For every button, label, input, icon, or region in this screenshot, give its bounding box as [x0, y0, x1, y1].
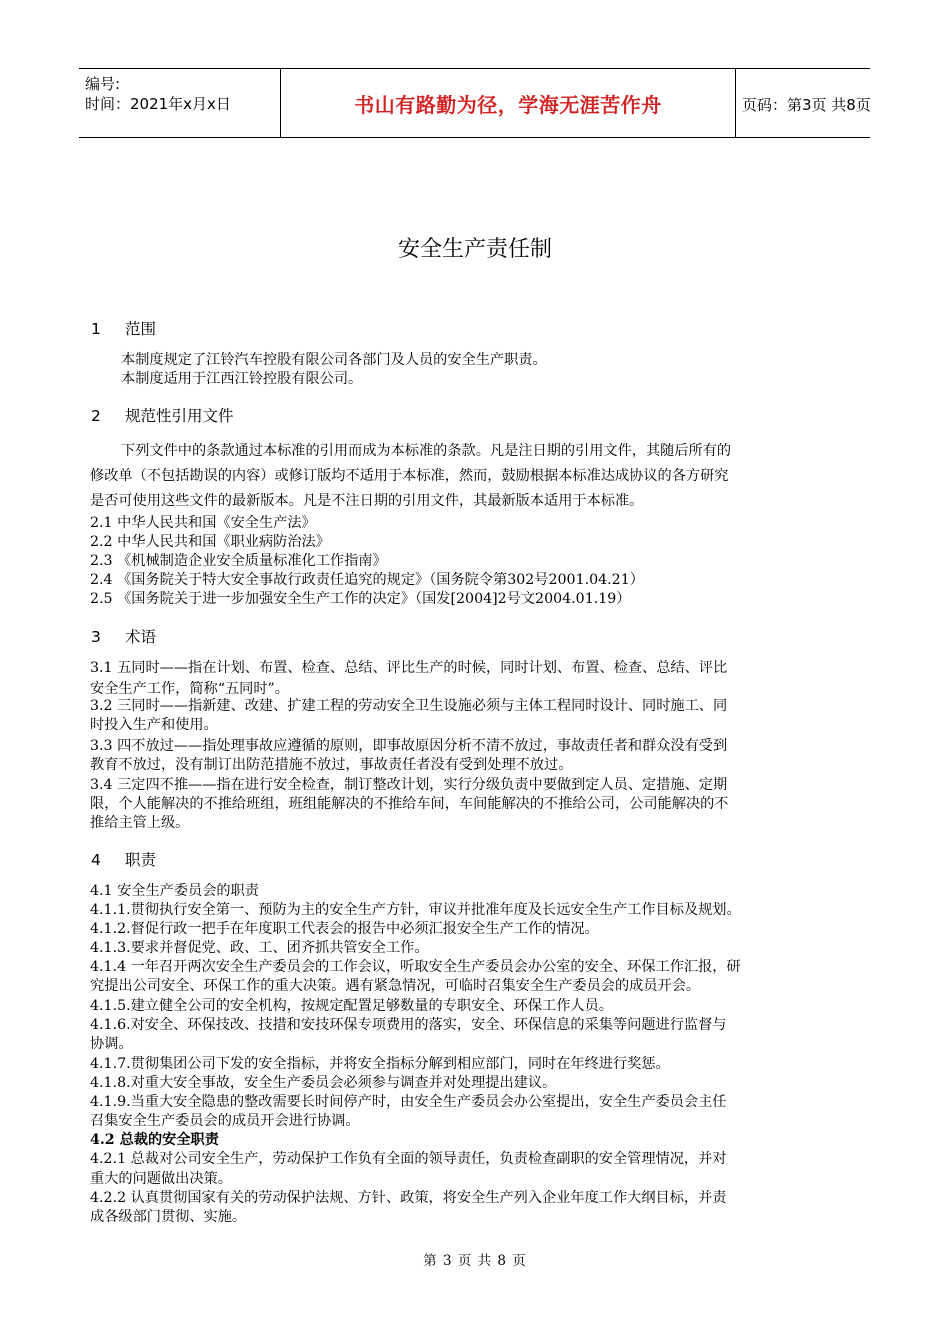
term-3-1-line-2: 安全生产工作，简称“五同时”。 — [90, 681, 289, 697]
clause-4-1-1: 4.1.1.贯彻执行安全第一、预防为主的安全生产方针，审议并批准年度及长远安全生产工作目标及规划。 — [90, 902, 741, 918]
reference-item-2-4: 2.4 《国务院关于特大安全事故行政责任追究的规定》（国务院令第302号2001.04.21） — [90, 572, 644, 588]
clause-4-1-3: 4.1.3.要求并督促党、政、工、团齐抓共管安全工作。 — [90, 940, 429, 956]
clause-4-1-6-line-1: 4.1.6.对安全、环保技改、技措和安技环保专项费用的落实，安全、环保信息的采集等问题进行监督与 — [90, 1017, 727, 1033]
clause-4-2-2-line-2: 成各级部门贯彻、实施。 — [90, 1209, 247, 1225]
clause-4-1-2: 4.1.2.督促行政一把手在年度职工代表会的报告中必须汇报安全生产工作的情况。 — [90, 921, 599, 937]
term-3-4-line-2: 限，个人能解决的不推给班组，班组能解决的不推给车间，车间能解决的不推给公司，公司能解决的不 — [90, 796, 729, 812]
reference-item-2-2: 2.2 中华人民共和国《职业病防治法》 — [90, 534, 330, 550]
clause-4-1-7: 4.1.7.贯彻集团公司下发的安全指标，并将安全指标分解到相应部门，同时在年终进行奖惩。 — [90, 1056, 670, 1072]
section-number: 4 — [91, 851, 101, 869]
header-page-cell — [736, 69, 870, 137]
section-2-intro-line-2: 修改单（不包括勘误的内容）或修订版均不适用于本标准，然而，鼓励根据本标准达成协议的各方研究 — [90, 468, 729, 484]
clause-4-2-heading: 4.2 总裁的安全职责 — [90, 1132, 219, 1148]
section-title: 范围 — [125, 320, 157, 338]
term-3-3-line-2: 教育不放过，没有制订出防范措施不放过，事故责任者没有受到处理不放过。 — [90, 757, 573, 773]
term-3-3-line-1: 3.3 四不放过——指处理事故应遵循的原则，即事故原因分析不清不放过，事故责任者和群众没有受到 — [90, 738, 728, 754]
clause-4-2-1-line-1: 4.2.1 总裁对公司安全生产，劳动保护工作负有全面的领导责任，负责检查副职的安全管理情况，并对 — [90, 1151, 727, 1167]
section-2-intro-line-3: 是否可使用这些文件的最新版本。凡是不注日期的引用文件，其最新版本适用于本标准。 — [90, 493, 644, 509]
section-1-heading — [91, 317, 156, 339]
section-1-para-2: 本制度适用于江西江铃控股有限公司。 — [121, 371, 363, 387]
section-3-heading — [91, 625, 156, 647]
term-3-2-line-1: 3.2 三同时——指新建、改建、扩建工程的劳动安全卫生设施必须与主体工程同时设计、同时施工、同 — [90, 698, 728, 714]
section-2-heading — [91, 404, 234, 426]
header-page-code: 页码：第3页 共8页 — [742, 96, 871, 114]
clause-4-1-5: 4.1.5.建立健全公司的安全机构，按规定配置足够数量的专职安全、环保工作人员。 — [90, 998, 613, 1014]
clause-4-2-1-line-2: 重大的问题做出决策。 — [90, 1171, 232, 1187]
section-title: 规范性引用文件 — [125, 407, 234, 425]
section-number: 3 — [91, 628, 101, 646]
clause-4-1-4-line-1: 4.1.4 一年召开两次安全生产委员会的工作会议，听取安全生产委员会办公室的安全、环保工作汇报，研 — [90, 959, 741, 975]
reference-item-2-5: 2.5 《国务院关于进一步加强安全生产工作的决定》（国发[2004]2号文2004.01.19） — [90, 591, 631, 607]
clause-4-1: 4.1 安全生产委员会的职责 — [90, 883, 259, 899]
section-title: 职责 — [125, 851, 157, 869]
term-3-4-line-3: 推给主管上级。 — [90, 815, 190, 831]
clause-4-1-4-line-2: 究提出公司安全、环保工作的重大决策。遇有紧急情况，可临时召集安全生产委员会的成员开会。 — [90, 978, 701, 994]
header-info-cell — [79, 69, 281, 137]
clause-4-1-6-line-2: 协调。 — [90, 1036, 133, 1052]
section-number: 2 — [91, 407, 101, 425]
section-title: 术语 — [125, 628, 157, 646]
clause-4-2-2-line-1: 4.2.2 认真贯彻国家有关的劳动保护法规、方针、政策，将安全生产列入企业年度工作大纲目标，并责 — [90, 1190, 727, 1206]
term-3-4-line-1: 3.4 三定四不推——指在进行安全检查，制订整改计划，实行分级负责中要做到定人员、定措施、定期 — [90, 777, 728, 793]
clause-4-1-9-line-1: 4.1.9.当重大安全隐患的整改需要长时间停产时，由安全生产委员会办公室提出，安全生产委员会主任 — [90, 1094, 727, 1110]
header-motto: 书山有路勤为径，学海无涯苦作舟 — [354, 93, 662, 117]
clause-4-1-9-line-2: 召集安全生产委员会的成员开会进行协调。 — [90, 1113, 360, 1129]
page-footer: 第 3 页 共 8 页 — [423, 1253, 527, 1269]
document-date-label: 时间：2021年x月x日 — [85, 95, 231, 113]
reference-item-2-3: 2.3 《机械制造企业安全质量标准化工作指南》 — [90, 553, 387, 569]
document-number-label: 编号: — [85, 75, 121, 93]
header-motto-cell — [281, 69, 736, 137]
section-1-para-1: 本制度规定了江铃汽车控股有限公司各部门及人员的安全生产职责。 — [121, 352, 547, 368]
section-number: 1 — [91, 320, 101, 338]
section-2-intro-line-1: 下列文件中的条款通过本标准的引用而成为本标准的条款。凡是注日期的引用文件，其随后所有的 — [121, 443, 732, 459]
header-table — [79, 68, 870, 138]
section-4-heading — [91, 848, 156, 870]
term-3-2-line-2: 时投入生产和使用。 — [90, 717, 218, 733]
clause-4-1-8: 4.1.8.对重大安全事故，安全生产委员会必须参与调查并对处理提出建议。 — [90, 1075, 557, 1091]
term-3-1-line-1: 3.1 五同时——指在计划、布置、检查、总结、评比生产的时候，同时计划、布置、检查、总结、评比 — [90, 660, 728, 676]
reference-item-2-1: 2.1 中华人民共和国《安全生产法》 — [90, 515, 316, 531]
document-title: 安全生产责任制 — [397, 237, 552, 262]
